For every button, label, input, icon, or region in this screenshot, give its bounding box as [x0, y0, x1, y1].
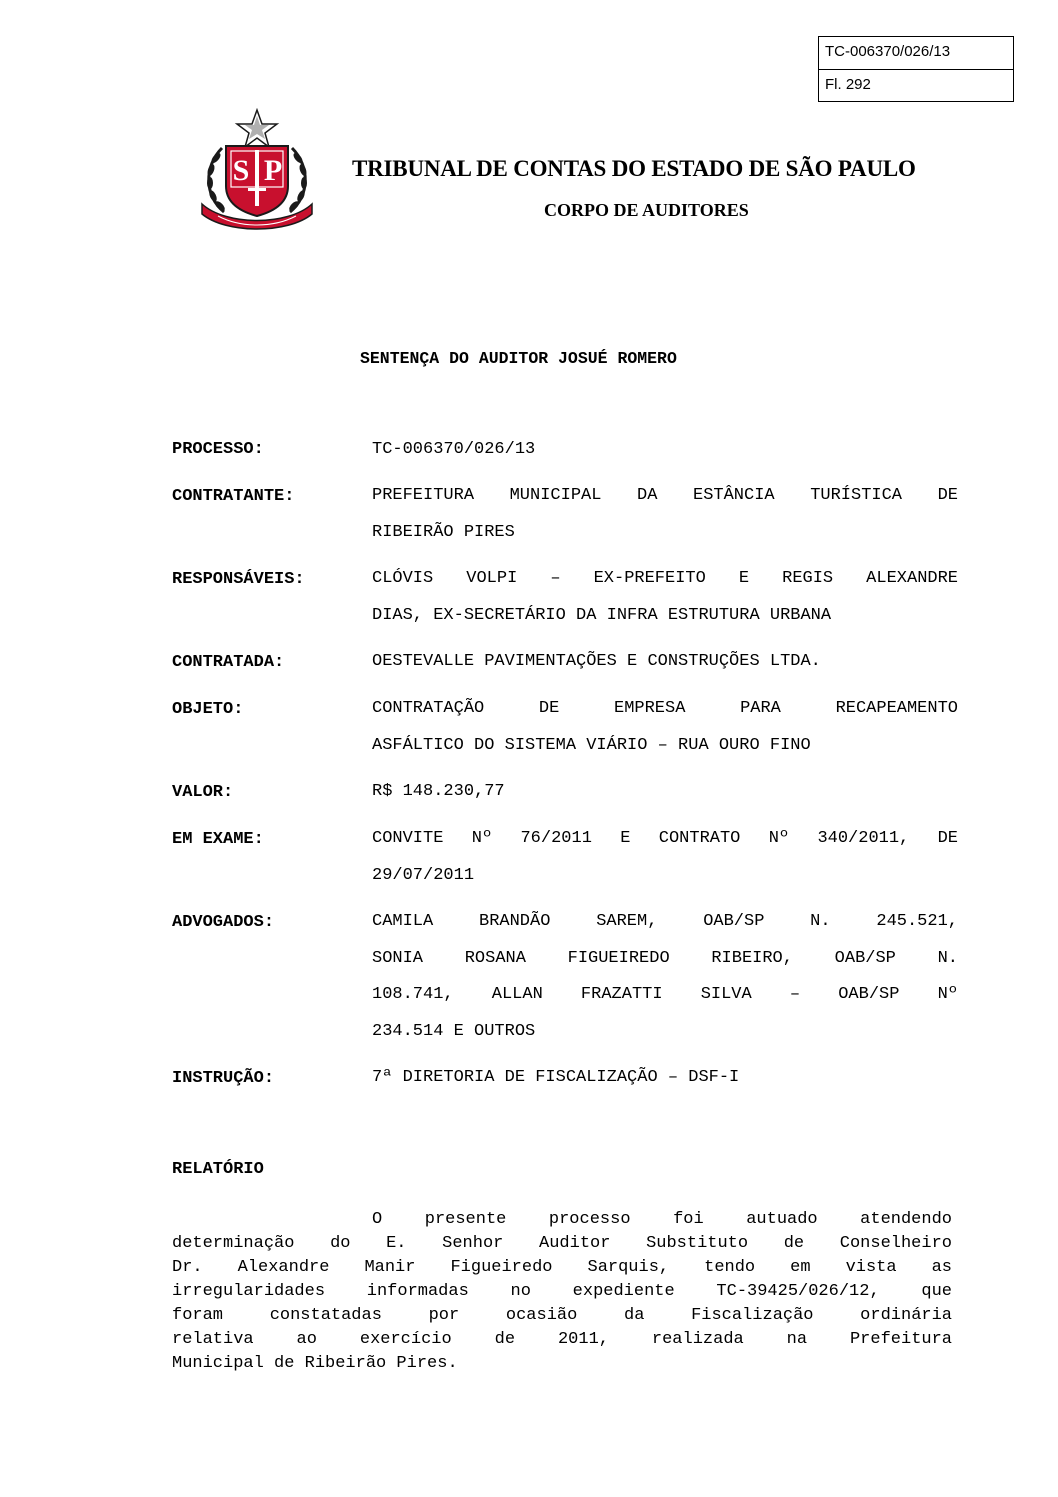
field-value-responsaveis: [372, 561, 958, 634]
field-label-contratante: CONTRATANTE:: [172, 487, 295, 506]
field-line: CLÓVIS VOLPI – EX-PREFEITO E REGIS ALEXANDRE: [372, 569, 958, 588]
field-line: CONVITE Nº 76/2011 E CONTRATO Nº 340/2011, DE: [372, 829, 958, 848]
field-line: 7ª DIRETORIA DE FISCALIZAÇÃO – DSF-I: [372, 1068, 740, 1087]
stamp-folio: Fl. 292: [819, 69, 1013, 101]
field-line: 108.741, ALLAN FRAZATTI SILVA – OAB/SP Nº: [372, 985, 958, 1004]
field-value-processo: [372, 432, 958, 469]
field-line: DIAS, EX-SECRETÁRIO DA INFRA ESTRUTURA URBANA: [372, 605, 832, 625]
field-line: ASFÁLTICO DO SISTEMA VIÁRIO – RUA OURO FINO: [372, 735, 811, 755]
field-line: CONTRATAÇÃO DE EMPRESA PARA RECAPEAMENTO: [372, 699, 958, 718]
report-paragraph: [172, 1208, 952, 1376]
field-label-objeto: OBJETO:: [172, 700, 244, 719]
field-value-contratada: [372, 644, 958, 681]
court-name-heading: TRIBUNAL DE CONTAS DO ESTADO DE SÃO PAULO: [352, 156, 916, 181]
field-line: TC-006370/026/13: [372, 440, 536, 459]
field-line: RIBEIRÃO PIRES: [372, 522, 515, 542]
field-line: R$ 148.230,77: [372, 782, 505, 801]
report-line: Municipal de Ribeirão Pires.: [172, 1354, 458, 1373]
field-value-em-exame: [372, 821, 958, 894]
report-line: relativa ao exercício de 2011, realizada na Prefeitura: [172, 1330, 952, 1349]
sao-paulo-coat-of-arms-icon: [196, 108, 318, 232]
report-line: Dr. Alexandre Manir Figueiredo Sarquis, tendo em vista as: [172, 1258, 952, 1277]
field-label-em-exame: EM EXAME:: [172, 830, 264, 849]
field-label-valor: VALOR:: [172, 783, 234, 802]
field-line: SONIA ROSANA FIGUEIREDO RIBEIRO, OAB/SP N.: [372, 948, 958, 968]
report-heading: RELATÓRIO: [172, 1160, 264, 1179]
field-label-instrucao: INSTRUÇÃO:: [172, 1069, 275, 1088]
field-label-responsaveis: RESPONSÁVEIS:: [172, 570, 305, 589]
stamp-process-number: TC-006370/026/13: [825, 43, 951, 60]
field-label-contratada: CONTRATADA:: [172, 653, 285, 672]
crest-letter-p: P: [263, 154, 283, 187]
field-value-contratante: [372, 478, 958, 551]
field-line: CAMILA BRANDÃO SAREM, OAB/SP N. 245.521,: [372, 912, 958, 931]
report-line: foram constatadas por ocasião da Fiscalização ordinária: [172, 1306, 952, 1325]
crest-letter-s: S: [232, 154, 250, 187]
report-line: determinação do E. Senhor Auditor Substituto de Conselheiro: [172, 1234, 952, 1253]
field-line: OESTEVALLE PAVIMENTAÇÕES E CONSTRUÇÕES LTDA.: [372, 652, 821, 671]
report-line: O presente processo foi autuado atendendo: [372, 1210, 952, 1229]
report-line: irregularidades informadas no expediente TC-39425/026/12, que: [172, 1282, 952, 1301]
field-line: PREFEITURA MUNICIPAL DA ESTÂNCIA TURÍSTICA DE: [372, 486, 958, 505]
field-value-objeto: [372, 691, 958, 764]
field-line: 29/07/2011: [372, 865, 475, 885]
field-label-processo: PROCESSO:: [172, 440, 264, 459]
field-value-advogados: [372, 904, 958, 1050]
process-stamp-box: [818, 36, 1014, 102]
department-heading: CORPO DE AUDITORES: [544, 200, 749, 220]
field-label-advogados: ADVOGADOS:: [172, 913, 275, 932]
field-value-valor: [372, 774, 958, 811]
field-line: 234.514 E OUTROS: [372, 1021, 536, 1041]
document-title: SENTENÇA DO AUDITOR JOSUÉ ROMERO: [360, 349, 677, 368]
field-value-instrucao: [372, 1060, 958, 1097]
